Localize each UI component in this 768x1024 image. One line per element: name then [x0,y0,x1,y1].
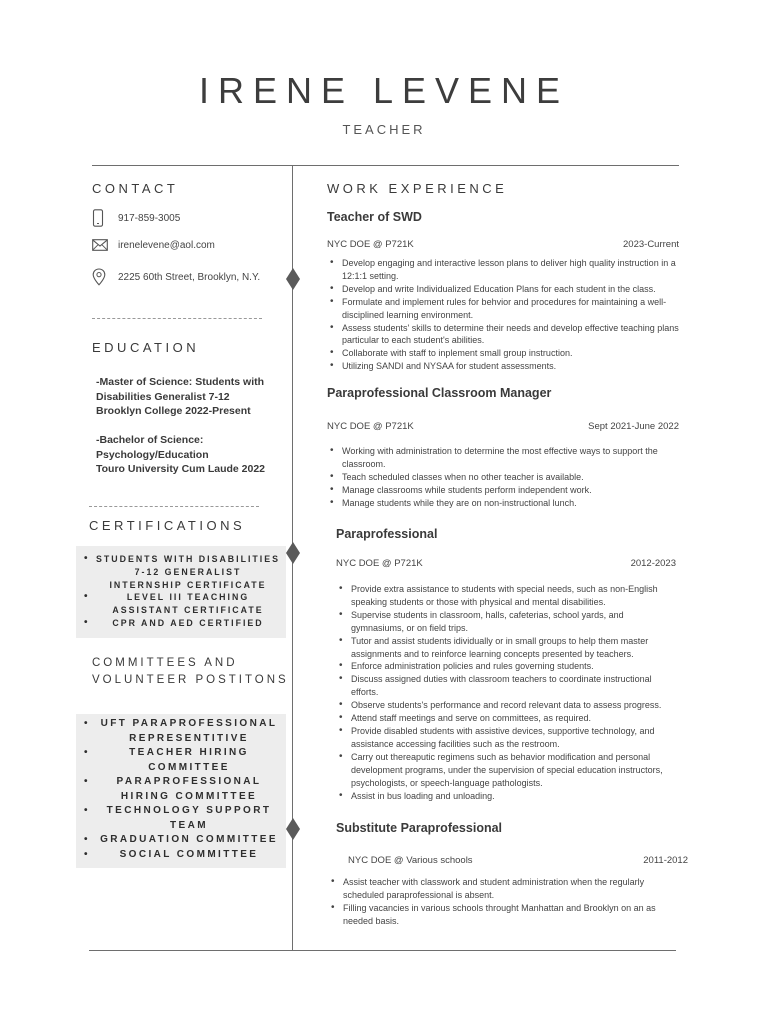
duty-item: • Assist in bus loading and unloading. [336,790,676,803]
envelope-icon [92,239,108,251]
duty-item: • Develop engaging and interactive lesson plans to deliver high quality instruction in a 12:1:1 setting. [327,257,679,283]
committees-heading-line: VOLUNTEER POSTITONS [92,673,289,686]
committees-box [76,714,286,868]
divider-diamond [286,542,300,564]
contact-phone [92,209,180,227]
duty-item: • Provide extra assistance to students with special needs, such as non-English speaking students or those with physical and mental disabilities. [336,583,676,609]
duty-item: • Tutor and assist students idividually or in small groups to help them master assignments and to reinforce learning concepts presented by teachers. [336,635,676,661]
job-title: Teacher of SWD [327,210,422,224]
duty-item: • Manage students while they are on non-instructional lunch. [327,497,679,510]
committees-list [76,717,286,862]
duty-item: • Assess students' skills to determine their needs and develop effective teaching plans particular to each student's abilities. [327,322,679,348]
committee-item: • SOCIAL COMMITTEE [76,848,286,863]
duty-item: • Observe students's performance and record relevant data to assess progress. [336,699,676,712]
education-line: -Master of Science: Students with [96,376,265,388]
dashed-separator [92,318,262,319]
certifications-box [76,546,286,638]
resume-name: IRENE LEVENE [198,70,570,111]
duty-item: • Working with administration to determine the most effective ways to support the classroom. [327,445,679,471]
job-meta [327,421,679,432]
duty-item: • Discuss assigned duties with classroom teachers to coordinate instructional efforts. [336,673,676,699]
email-text: irenelevene@aol.com [118,239,215,251]
committee-item: • PARAPROFESSIONAL HIRING COMMITTEE [76,775,286,804]
job-employer: NYC DOE @ Various schools [348,855,473,866]
job-title: Paraprofessional Classroom Manager [327,386,552,400]
job-meta [327,239,679,250]
certification-item: • CPR AND AED CERTIFIED [76,617,286,630]
job-employer: NYC DOE @ P721K [327,239,414,250]
certification-item: • LEVEL III TEACHING ASSISTANT CERTIFICATE [76,591,286,617]
education-entry [96,433,265,477]
committee-item: • TECHNOLOGY SUPPORT TEAM [76,804,286,833]
certifications-list [76,553,286,630]
duty-item: • Collaborate with staff to inplement small group instruction. [327,347,679,360]
job-dates: 2011-2012 [643,855,688,866]
job-duties [327,257,679,373]
committee-item: • GRADUATION COMMITTEE [76,833,286,848]
committees-heading-line: COMMITTEES AND [92,657,238,669]
duty-item: • Carry out thereaputic regimens such as behavior modification and personal development programs, under the supervision of special education instructors, psychologists, or speech-language pathologists. [336,751,676,790]
committees-heading [92,655,289,688]
certification-item: • STUDENTS WITH DISABILITIES 7-12 GENERALIST INTERNSHIP CERTIFICATE [76,553,286,591]
phone-icon [92,209,104,227]
education-line: Psychology/Education [96,448,209,461]
job-duties [336,583,676,802]
job-meta [348,855,688,866]
education-line: Brooklyn College 2022-Present [96,405,251,417]
location-pin-icon [92,268,106,286]
education-line: Touro University Cum Laude 2022 [96,463,266,475]
duty-item: • Filling vacancies in various schools throught Manhattan and Brooklyn on an as needed basis. [328,902,678,928]
dashed-separator [89,506,259,507]
duty-item: • Utilizing SANDI and NYSAA for student assessments. [327,360,679,373]
duty-item: • Manage classrooms while students perform independent work. [327,484,679,497]
job-duties [327,445,679,510]
duty-item: • Formulate and implement rules for behvior and procedures for maintaining a well-disciplined learning environment. [327,296,679,322]
job-dates: 2023-Current [623,239,679,250]
certifications-heading: CERTIFICATIONS [89,518,246,533]
contact-email [92,239,215,251]
duty-item: • Provide disabled students with assistive devices, supportive technology, and assistance accessing facilities such as the restroom. [336,725,676,751]
contact-address [92,268,260,286]
divider-diamond [286,818,300,840]
job-dates: Sept 2021-June 2022 [588,421,679,432]
job-meta [336,558,676,569]
education-heading: EDUCATION [92,340,200,355]
job-title: Substitute Paraprofessional [336,821,503,835]
duty-item: • Assist teacher with classwork and student administration when the regularly scheduled paraprofessional is absent. [328,876,678,902]
duty-item: • Teach scheduled classes when no other teacher is available. [327,471,679,484]
job-employer: NYC DOE @ P721K [336,558,423,569]
job-dates: 2012-2023 [630,558,676,569]
education-line: -Bachelor of Science: [96,434,204,446]
duty-item: • Supervise students in classroom, halls, cafeterias, school yards, and gymnasiums, or on field trips. [336,609,676,635]
divider-diamond [286,268,300,290]
top-divider [92,165,679,166]
job-employer: NYC DOE @ P721K [327,421,414,432]
bottom-divider [89,950,676,951]
job-duties [328,876,678,928]
education-line: Disabilities Generalist 7-12 [96,390,230,403]
committee-item: • UFT PARAPROFESSIONAL REPRESENTITIVE [76,717,286,746]
duty-item: • Attend staff meetings and serve on committees, as required. [336,712,676,725]
work-experience-heading: WORK EXPERIENCE [327,181,508,196]
contact-heading: CONTACT [92,181,179,196]
committee-item: • TEACHER HIRING COMMITTEE [76,746,286,775]
resume-job-title: TEACHER [342,122,426,137]
education-entry [96,375,264,419]
duty-item: • Enforce administration policies and rules governing students. [336,660,676,673]
job-title: Paraprofessional [336,527,438,541]
address-text: 2225 60th Street, Brooklyn, N.Y. [118,271,261,283]
phone-text: 917-859-3005 [118,212,181,224]
duty-item: • Develop and write Individualized Education Plans for each student in the class. [327,283,679,296]
